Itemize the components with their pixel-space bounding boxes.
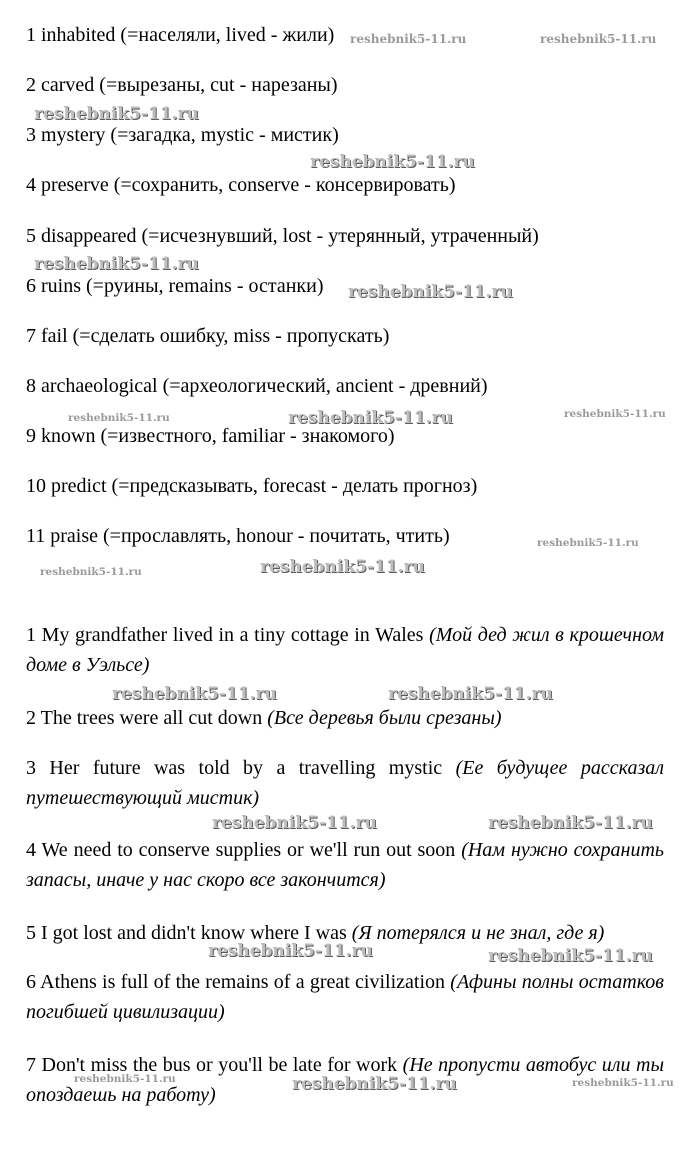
watermark: reshebnik5-11.ru	[212, 813, 377, 833]
watermark: reshebnik5-11.ru	[40, 566, 142, 578]
watermark: reshebnik5-11.ru	[348, 282, 513, 302]
sentence-translation: (Не пропусти автобус или ты опоздаешь на работу)	[26, 1054, 665, 1106]
watermark: reshebnik5-11.ru	[537, 537, 639, 549]
vocab-item-7: 7 fail (=сделать ошибку, miss - пропускать)	[26, 325, 390, 347]
sentence-english: 6 Athens is full of the remains of a great civilization	[26, 971, 446, 993]
watermark: reshebnik5-11.ru	[292, 1074, 457, 1094]
vocab-item-3: 3 mystery (=загадка, mystic - мистик)	[26, 124, 339, 146]
watermark: reshebnik5-11.ru	[350, 32, 467, 46]
sentence-translation: (Все деревья были срезаны)	[267, 707, 502, 729]
vocab-item-5: 5 disappeared (=исчезнувший, lost - утерянный, утраченный)	[26, 225, 539, 247]
sentence-english: 3 Her future was told by a travelling mystic	[26, 757, 443, 779]
watermark: reshebnik5-11.ru	[260, 557, 425, 577]
watermark: reshebnik5-11.ru	[540, 32, 657, 46]
sentence-translation: (Афины полны остатков погибшей цивилизации)	[26, 971, 664, 1023]
sentence-1	[26, 620, 664, 680]
watermark: reshebnik5-11.ru	[572, 1077, 674, 1089]
sentence-translation: (Нам нужно сохранить запасы, иначе у нас скоро все закончится)	[26, 839, 664, 891]
watermark: reshebnik5-11.ru	[74, 1073, 176, 1085]
sentence-english: 2 The trees were all cut down	[26, 707, 263, 729]
watermark: reshebnik5-11.ru	[112, 684, 277, 704]
sentence-6	[26, 967, 664, 1027]
sentence-3	[26, 753, 664, 813]
sentence-translation: (Я потерялся и не знал, где я)	[351, 922, 605, 944]
sentence-english: 5 I got lost and didn't know where I was	[26, 922, 347, 944]
vocab-item-8: 8 archaeological (=археологический, ancient - древний)	[26, 375, 488, 397]
vocab-item-4: 4 preserve (=сохранить, conserve - консервировать)	[26, 174, 456, 196]
vocab-item-1: 1 inhabited (=населяли, lived - жили)	[26, 24, 335, 46]
watermark: reshebnik5-11.ru	[34, 254, 199, 274]
watermark: reshebnik5-11.ru	[34, 104, 199, 124]
watermark: reshebnik5-11.ru	[310, 152, 475, 172]
sentence-english: 4 We need to conserve supplies or we'll run out soon	[26, 839, 456, 861]
watermark: reshebnik5-11.ru	[388, 684, 553, 704]
watermark: reshebnik5-11.ru	[68, 412, 170, 424]
sentence-translation: (Ее будущее рассказал путешествующий мистик)	[26, 757, 664, 809]
watermark: reshebnik5-11.ru	[488, 946, 653, 966]
watermark: reshebnik5-11.ru	[288, 408, 453, 428]
vocab-item-11: 11 praise (=прославлять, honour - почитать, чтить)	[26, 525, 450, 547]
vocab-item-6: 6 ruins (=руины, remains - останки)	[26, 275, 324, 297]
vocab-item-2: 2 carved (=вырезаны, cut - нарезаны)	[26, 74, 338, 96]
vocab-item-9: 9 known (=известного, familiar - знакомого)	[26, 425, 395, 447]
sentence-english: 1 My grandfather lived in a tiny cottage in Wales	[26, 624, 424, 646]
watermark: reshebnik5-11.ru	[488, 813, 653, 833]
sentence-english: 7 Don't miss the bus or you'll be late for work	[26, 1054, 398, 1076]
watermark: reshebnik5-11.ru	[564, 408, 666, 420]
sentence-4	[26, 835, 664, 895]
vocab-item-10: 10 predict (=предсказывать, forecast - делать прогноз)	[26, 475, 478, 497]
sentence-translation: (Мой дед жил в крошечном доме в Уэльсе)	[26, 624, 665, 676]
sentence-2	[26, 703, 664, 733]
watermark: reshebnik5-11.ru	[208, 941, 373, 961]
